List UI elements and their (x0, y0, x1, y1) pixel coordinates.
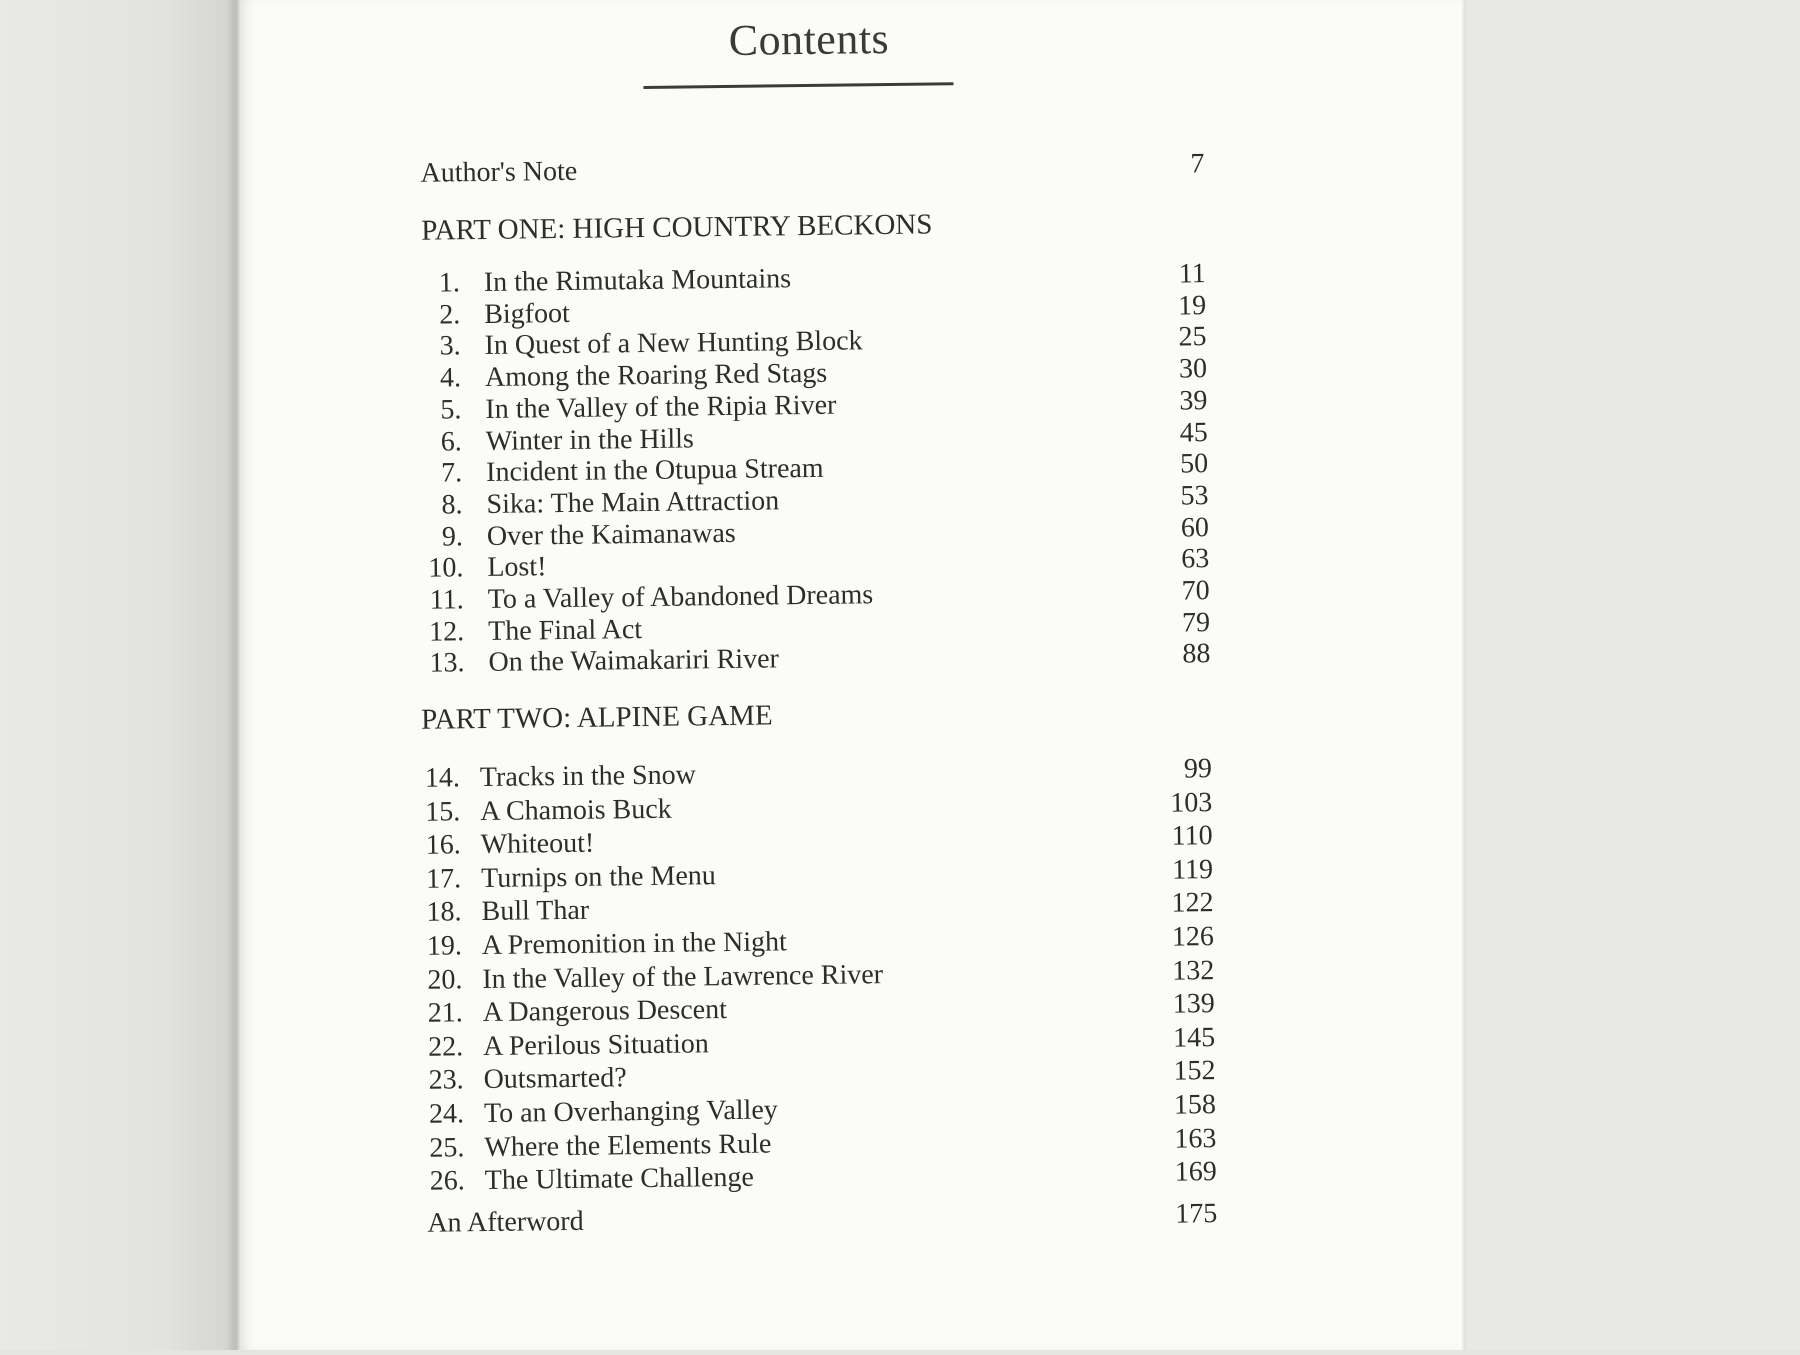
chapter-number: 11. (429, 584, 464, 616)
chapter-title: Among the Roaring Red Stags (484, 357, 828, 394)
chapter-page: 25 (1178, 321, 1207, 353)
chapter-number: 13. (429, 647, 465, 680)
chapter-title: The Ultimate Challenge (484, 1161, 755, 1197)
chapter-page: 169 (1174, 1156, 1217, 1188)
chapter-number: 22. (427, 1031, 464, 1063)
chapter-page: 139 (1172, 988, 1215, 1020)
chapter-number: 3. (439, 330, 461, 362)
chapter-title: Turnips on the Menu (480, 859, 716, 894)
chapter-page: 99 (1183, 753, 1213, 785)
chapter-page: 103 (1170, 786, 1213, 819)
chapter-title: Outsmarted? (483, 1062, 627, 1096)
chapter-title: Bull Thar (481, 895, 590, 928)
chapter-title: To a Valley of Abandoned Dreams (487, 579, 874, 615)
chapter-number: 20. (427, 963, 463, 996)
chapter-number: 18. (426, 896, 462, 929)
chapter-page: 19 (1177, 289, 1207, 322)
chapter-page: 163 (1174, 1122, 1217, 1155)
chapter-page: 110 (1171, 820, 1213, 852)
chapter-page: 132 (1172, 954, 1215, 987)
chapter-title: Sika: The Main Attraction (486, 485, 780, 520)
chapter-number: 2. (439, 298, 461, 331)
chapter-title: A Chamois Buck (480, 793, 672, 827)
chapter-number: 19. (426, 930, 463, 962)
chapter-page: 63 (1181, 543, 1210, 575)
entry-title: An Afterword (427, 1205, 584, 1239)
chapter-number: 26. (429, 1165, 466, 1197)
chapter-number: 7. (440, 457, 463, 489)
chapter-title: Bigfoot (484, 297, 570, 330)
back-matter-entry (417, 1197, 1217, 1241)
chapter-page: 60 (1180, 511, 1210, 544)
chapter-page: 88 (1182, 638, 1211, 670)
chapter-title: Incident in the Otupua Stream (485, 453, 824, 489)
chapter-number: 5. (440, 394, 462, 426)
chapter-page: 122 (1171, 887, 1214, 919)
chapter-number: 1. (438, 267, 461, 299)
chapter-page: 70 (1181, 575, 1210, 607)
chapter-title: To an Overhanging Valley (483, 1094, 778, 1130)
chapter-page: 145 (1172, 1021, 1216, 1054)
chapter-title: Where the Elements Rule (484, 1128, 772, 1163)
chapter-title: Over the Kaimanawas (486, 517, 736, 552)
chapter-page: 50 (1179, 448, 1209, 480)
chapter-page: 39 (1179, 384, 1208, 417)
chapter-number: 15. (425, 795, 461, 828)
chapter-title: A Premonition in the Night (481, 926, 788, 962)
entry-page: 175 (1175, 1198, 1218, 1230)
chapter-number: 25. (429, 1131, 465, 1164)
chapter-page: 53 (1180, 480, 1209, 512)
title-underline (643, 82, 953, 89)
chapter-page: 30 (1178, 353, 1208, 385)
part-two-heading: PART TWO: ALPINE GAME (420, 699, 773, 736)
contents-title: Contents (728, 13, 890, 65)
chapter-number: 21. (427, 997, 463, 1029)
chapter-title: The Final Act (487, 613, 643, 647)
chapter-number: 17. (425, 863, 462, 895)
chapter-title: A Dangerous Descent (482, 994, 728, 1029)
chapter-title: In the Rimutaka Mountains (483, 263, 792, 298)
chapter-number: 9. (441, 520, 464, 553)
entry-page: 7 (1190, 148, 1205, 180)
chapter-title: A Perilous Situation (482, 1028, 709, 1062)
chapter-number: 4. (439, 362, 462, 394)
chapter-page: 79 (1181, 606, 1211, 639)
front-matter-entry (404, 147, 1204, 191)
facing-page-left (0, 0, 238, 1350)
chapter-title: In the Valley of the Ripia River (485, 389, 837, 425)
chapter-page: 45 (1179, 416, 1208, 448)
chapter-page: 152 (1173, 1055, 1216, 1087)
chapter-title: In the Valley of the Lawrence River (482, 958, 884, 995)
entry-title: Author's Note (420, 155, 578, 189)
chapter-title: Winter in the Hills (485, 422, 695, 457)
chapter-title: Whiteout! (480, 827, 595, 861)
chapter-number: 24. (428, 1098, 465, 1130)
chapter-number: 14. (424, 762, 461, 794)
chapter-number: 16. (425, 829, 461, 861)
chapter-page: 126 (1171, 921, 1215, 953)
chapter-number: 10. (428, 552, 464, 584)
chapter-title: In Quest of a New Hunting Block (484, 325, 863, 362)
chapter-page: 119 (1171, 853, 1214, 886)
chapter-page: 11 (1178, 258, 1206, 290)
chapter-page: 158 (1173, 1089, 1217, 1121)
part-one-heading: PART ONE: HIGH COUNTRY BECKONS (421, 208, 933, 247)
chapter-title: On the Waimakariri River (488, 643, 780, 679)
chapter-number: 8. (441, 489, 463, 521)
chapter-number: 6. (440, 425, 462, 457)
chapter-number: 12. (428, 615, 465, 648)
table-of-contents (402, 0, 1218, 1355)
background-surface (1466, 0, 1800, 1350)
chapter-title: Tracks in the Snow (479, 759, 697, 794)
chapter-number: 23. (428, 1064, 464, 1097)
chapter-title: Lost! (487, 551, 547, 584)
